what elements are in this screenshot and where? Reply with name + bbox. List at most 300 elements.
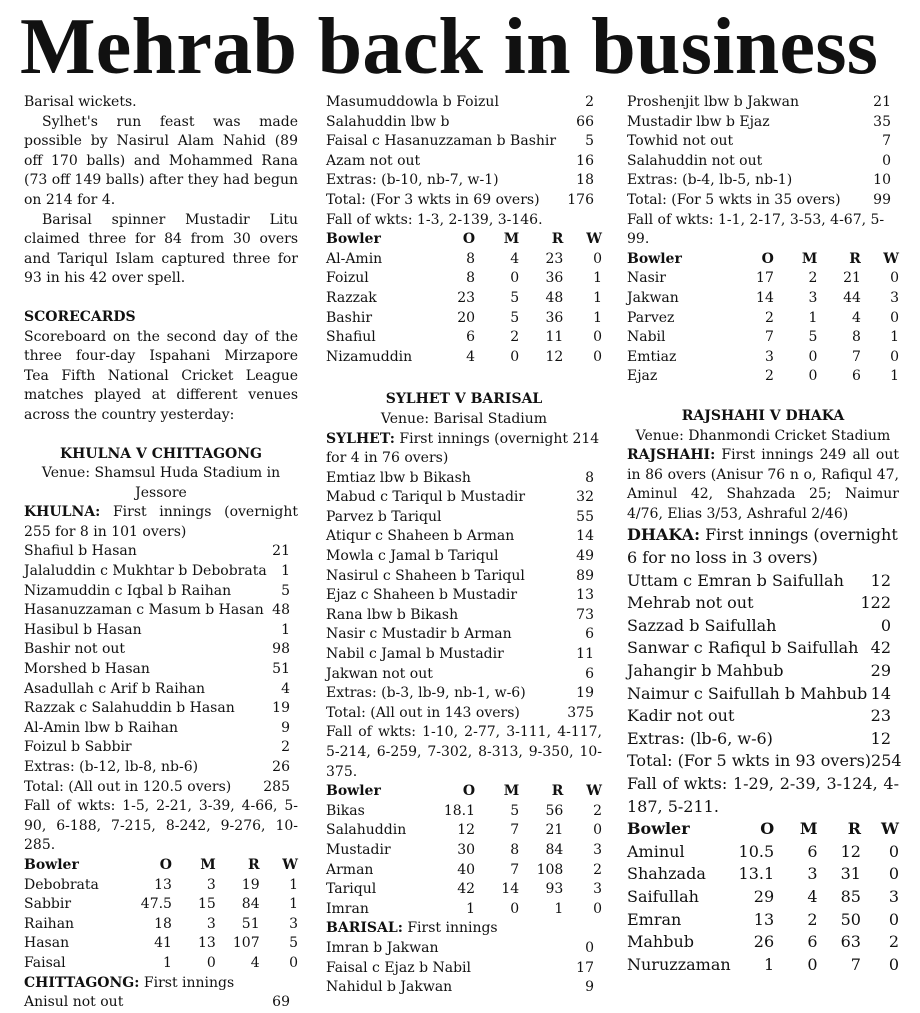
- bowling-header-cell: W: [881, 819, 899, 839]
- bowling-stat: 2: [593, 802, 602, 819]
- innings-heading: [24, 974, 298, 994]
- runs: 98: [272, 641, 290, 658]
- bowler-name: Nabil: [627, 329, 666, 346]
- bowling-stat: 1: [289, 876, 298, 893]
- bowler-name: Hasan: [24, 935, 70, 952]
- runs: 19: [576, 685, 594, 702]
- runs: 254: [871, 751, 902, 771]
- batting-row: [326, 684, 602, 704]
- bowler-name: Nizamuddin: [326, 348, 413, 365]
- innings-note: First innings: [139, 974, 235, 991]
- bowling-stat: 0: [593, 822, 602, 839]
- batting-row: [24, 542, 298, 562]
- bowling-stat: 13: [154, 876, 172, 893]
- runs: 35: [873, 113, 891, 130]
- bowling-stat: 85: [840, 886, 861, 906]
- bowling-stat: 0: [593, 900, 602, 917]
- bowling-stat: 0: [206, 954, 216, 971]
- bowling-stat: 50: [840, 909, 861, 929]
- batting-row: [326, 567, 602, 587]
- batting-row: [24, 993, 298, 1013]
- bowling-table: [326, 782, 602, 919]
- bowling-stat: 3: [888, 886, 899, 906]
- batsman: Kadir not out: [627, 706, 735, 726]
- batsman: Imran b Jakwan: [326, 939, 439, 956]
- bowling-stat: 21: [545, 822, 564, 839]
- innings-heading: [627, 524, 899, 569]
- batsman: Shafiul b Hasan: [24, 543, 137, 560]
- innings-note: First innings 249 all out in 86 overs (Anisur 76 n o, Rafiqul 47, Aminul 42, Shahzada 25; Naimur 4/76, Elias 3/53, Ashraful 2/46): [627, 447, 899, 522]
- batsman: Asadullah c Arif b Raihan: [24, 680, 206, 697]
- batsman: Razzak c Salahuddin b Hasan: [24, 700, 235, 717]
- bowling-header-cell: O: [760, 819, 775, 839]
- batsman: Total: (For 5 wkts in 35 overs): [627, 191, 841, 208]
- batting-row: [627, 705, 899, 728]
- bowling-stat: 2: [510, 329, 520, 346]
- bowling-table: [627, 250, 899, 387]
- batsman: Extras: (b-10, nb-7, w-1): [326, 172, 499, 189]
- bowling-stat: 10.5: [738, 841, 775, 861]
- batting-row: [627, 660, 899, 683]
- bowler-name: Emran: [627, 909, 682, 929]
- runs: 17: [576, 959, 594, 976]
- bowling-header: [627, 250, 899, 270]
- headline: Mehrab back in business: [20, 3, 879, 91]
- column-1: [24, 93, 298, 1013]
- bowling-stat: 0: [888, 864, 899, 884]
- innings-note: First innings (overnight 214 for 4 in 76 overs): [326, 430, 600, 467]
- batsman: Mabud c Tariqul b Mustadir: [326, 489, 526, 506]
- bowling-header: [326, 782, 602, 802]
- batting-row: [24, 640, 298, 660]
- bowling-row: [627, 348, 899, 368]
- bowling-stat: 18.1: [443, 802, 476, 819]
- fall-of-wickets: Fall of wkts: 1-5, 2-21, 3-39, 4-66, 5-90, 6-188, 7-215, 8-242, 9-276, 10-285.: [24, 798, 298, 854]
- bowling-stat: 1: [163, 954, 172, 971]
- runs: 6: [585, 626, 594, 643]
- bowler-name: Shafiul: [326, 329, 376, 346]
- bowling-table: [627, 818, 899, 976]
- match-title: KHULNA V CHITTAGONG: [60, 445, 262, 462]
- bowling-header-cell: Bowler: [326, 231, 381, 248]
- runs: 19: [272, 700, 290, 717]
- bowling-stat: 8: [466, 270, 476, 287]
- bowling-row: [326, 328, 602, 348]
- bowling-stat: 0: [510, 348, 520, 365]
- runs: 5: [281, 582, 290, 599]
- bowling-stat: 0: [888, 909, 899, 929]
- bowling-header: [627, 818, 899, 841]
- batting-list: [24, 542, 298, 797]
- bowling-stat: 7: [851, 348, 861, 365]
- bowling-stat: 30: [457, 841, 476, 858]
- bowling-stat: 12: [545, 348, 564, 365]
- bowling-stat: 0: [289, 954, 298, 971]
- batsman: Extras: (lb-6, w-6): [627, 728, 773, 748]
- runs: 23: [870, 706, 891, 726]
- runs: 16: [576, 152, 594, 169]
- bowling-stat: 107: [232, 935, 260, 952]
- bowler-name: Saifullah: [627, 886, 699, 906]
- bowling-stat: 36: [545, 270, 564, 287]
- bowling-header-cell: M: [503, 783, 520, 800]
- batsman: Rana lbw b Bikash: [326, 606, 459, 623]
- bowling-stat: 2: [807, 909, 818, 929]
- batsman: Total: (All out in 143 overs): [326, 704, 520, 721]
- batting-list: [627, 570, 902, 773]
- batsman: Mustadir lbw b Ejaz: [627, 113, 770, 130]
- bowling-header-cell: W: [883, 250, 899, 267]
- batsman: Masumuddowla b Foizul: [326, 94, 499, 110]
- bowling-stat: 15: [197, 896, 216, 913]
- batsman: Uttam c Emran b Saifullah: [627, 570, 844, 590]
- runs: 9: [281, 719, 290, 736]
- runs: 4: [281, 680, 290, 697]
- bowling-stat: 14: [501, 881, 520, 898]
- bowling-stat: 84: [545, 841, 564, 858]
- batsman: Total: (All out in 120.5 overs): [24, 778, 232, 795]
- batting-row: [326, 152, 602, 172]
- bowling-row: [326, 802, 602, 822]
- batting-row: [326, 606, 602, 626]
- lead-paragraph-3: Barisal spinner Mustadir Litu claimed three for 84 from 30 overs and Tariqul Islam captured three for 93 in his 42 over spell.: [24, 211, 298, 287]
- batsman: Mowla c Jamal b Tariqul: [326, 548, 499, 565]
- bowling-stat: 1: [554, 900, 564, 917]
- bowling-stat: 6: [466, 329, 476, 346]
- batsman: Nabil c Jamal b Mustadir: [326, 646, 504, 663]
- bowling-row: [326, 348, 602, 368]
- bowling-row: [24, 895, 298, 915]
- bowling-stat: 0: [808, 348, 818, 365]
- bowling-stat: 23: [545, 250, 564, 267]
- bowling-header-cell: W: [586, 783, 602, 800]
- bowling-header: [326, 230, 602, 250]
- bowling-stat: 8: [510, 841, 520, 858]
- scorecards-intro: Scoreboard on the second day of the three four-day Ispahani Mirzapore Tea Fifth National Cricket League matches played at different venues across the country yesterday:: [24, 328, 298, 423]
- bowling-stat: 29: [753, 886, 775, 906]
- runs: 69: [272, 994, 290, 1011]
- bowler-name: Tariqul: [326, 881, 377, 898]
- bowling-stat: 4: [510, 250, 520, 267]
- runs: 285: [263, 778, 290, 795]
- bowling-header-cell: O: [761, 250, 774, 267]
- bowling-stat: 17: [756, 270, 774, 287]
- runs: 8: [585, 469, 594, 486]
- bowling-stat: 3: [206, 915, 216, 932]
- bowling-stat: 14: [756, 289, 774, 306]
- innings-team: RAJSHAHI:: [627, 447, 716, 464]
- batting-row: [326, 191, 602, 211]
- bowling-stat: 11: [545, 329, 564, 346]
- runs: 99: [873, 191, 891, 208]
- batting-row: [326, 113, 602, 133]
- runs: 375: [567, 704, 594, 721]
- batting-row: [627, 191, 899, 211]
- batting-row: [326, 939, 602, 959]
- batsman: Nahidul b Jakwan: [326, 979, 453, 996]
- batsman: Sazzad b Saifullah: [627, 615, 777, 635]
- bowling-table: [24, 856, 298, 974]
- bowling-row: [326, 250, 602, 270]
- match-venue: Venue: Shamsul Huda Stadium in Jessore: [41, 465, 281, 501]
- batting-row: [326, 625, 602, 645]
- bowling-stat: 0: [888, 954, 899, 974]
- bowling-stat: 6: [807, 841, 818, 861]
- bowling-table: [326, 230, 602, 367]
- batsman: Mehrab not out: [627, 593, 754, 613]
- runs: 13: [576, 587, 594, 604]
- batting-row: [326, 171, 602, 191]
- innings-team: CHITTAGONG:: [24, 974, 140, 991]
- innings-team: DHAKA:: [627, 525, 700, 545]
- bowler-name: Bashir: [326, 309, 373, 326]
- bowling-stat: 4: [250, 954, 260, 971]
- batting-row: [627, 683, 899, 706]
- innings-team: SYLHET:: [326, 430, 395, 447]
- bowling-row: [627, 954, 899, 977]
- bowling-stat: 3: [593, 841, 602, 858]
- batsman: Emtiaz lbw b Bikash: [326, 469, 471, 486]
- bowling-row: [627, 367, 899, 387]
- bowling-row: [627, 309, 899, 329]
- batting-row: [326, 704, 602, 724]
- bowler-name: Aminul: [627, 841, 685, 861]
- bowling-row: [326, 880, 602, 900]
- batting-row: [627, 93, 899, 113]
- bowling-stat: 0: [593, 348, 602, 365]
- bowling-stat: 20: [457, 309, 476, 326]
- bowling-stat: 44: [843, 289, 861, 306]
- runs: 18: [576, 172, 594, 189]
- bowling-stat: 0: [807, 954, 818, 974]
- runs: 0: [880, 615, 891, 635]
- bowling-stat: 13: [197, 935, 216, 952]
- runs: 29: [870, 661, 891, 681]
- bowling-stat: 93: [545, 881, 564, 898]
- fall-of-wickets: Fall of wkts: 1-10, 2-77, 3-111, 4-117, 5-214, 6-259, 7-302, 8-313, 9-350, 10-375.: [326, 724, 602, 780]
- batting-row: [326, 469, 602, 489]
- batsman: Extras: (b-12, lb-8, nb-6): [24, 759, 199, 775]
- bowling-row: [627, 289, 899, 309]
- bowling-row: [627, 909, 899, 932]
- column-2: [326, 93, 602, 998]
- bowling-header-cell: R: [847, 819, 861, 839]
- bowling-stat: 5: [510, 802, 520, 819]
- batting-row: [627, 592, 899, 615]
- batsman: Towhid not out: [627, 133, 734, 150]
- batsman: Faisal c Ejaz b Nabil: [326, 959, 471, 976]
- bowling-stat: 5: [510, 309, 520, 326]
- batsman: Sanwar c Rafiqul b Saifullah: [627, 638, 859, 658]
- bowling-header-cell: M: [503, 231, 520, 248]
- innings-heading: [24, 503, 298, 542]
- innings-heading: [627, 446, 899, 524]
- bowling-header-cell: W: [282, 856, 298, 873]
- bowling-stat: 2: [764, 309, 774, 326]
- bowling-stat: 36: [545, 309, 564, 326]
- bowling-stat: 3: [206, 876, 216, 893]
- bowling-stat: 0: [890, 348, 899, 365]
- batting-row: [326, 978, 602, 998]
- bowling-header-cell: W: [586, 231, 602, 248]
- bowler-name: Arman: [326, 861, 374, 878]
- batsman: Extras: (b-4, lb-5, nb-1): [627, 172, 793, 189]
- batting-list: [326, 93, 602, 211]
- batsman: Hasibul b Hasan: [24, 621, 142, 638]
- bowler-name: Imran: [326, 900, 369, 917]
- innings-heading: [326, 919, 602, 939]
- batsman: Total: (For 5 wkts in 93 overs): [627, 751, 872, 771]
- lead-paragraph-2: Sylhet's run feast was made possible by Nasirul Alam Nahid (89 off 170 balls) and Mohammed Rana (73 off 149 balls) after they had begun on 214 for 4.: [24, 113, 298, 208]
- bowling-stat: 1: [763, 954, 775, 974]
- bowling-stat: 7: [510, 861, 520, 878]
- batsman: Proshenjit lbw b Jakwan: [627, 94, 800, 110]
- batting-list: [326, 469, 602, 724]
- bowling-row: [326, 900, 602, 920]
- batsman: Jakwan not out: [326, 665, 433, 682]
- batsman: Bashir not out: [24, 641, 126, 658]
- bowler-name: Debobrata: [24, 876, 99, 893]
- bowler-name: Salahuddin: [326, 822, 407, 839]
- bowling-stat: 26: [753, 932, 775, 952]
- runs: 122: [860, 593, 891, 613]
- bowling-stat: 3: [593, 881, 602, 898]
- bowling-header-cell: R: [551, 231, 564, 248]
- batsman: Total: (For 3 wkts in 69 overs): [326, 191, 540, 208]
- bowling-row: [627, 931, 899, 954]
- bowler-name: Emtiaz: [627, 348, 677, 365]
- bowling-stat: 0: [890, 270, 899, 287]
- batting-row: [24, 778, 298, 798]
- bowling-stat: 3: [289, 915, 298, 932]
- batting-row: [627, 171, 899, 191]
- batting-row: [24, 601, 298, 621]
- bowling-header-cell: Bowler: [24, 856, 79, 873]
- bowling-row: [326, 289, 602, 309]
- batting-row: [326, 488, 602, 508]
- runs: 89: [576, 567, 594, 584]
- bowling-header-cell: Bowler: [326, 783, 381, 800]
- runs: 49: [576, 548, 594, 565]
- runs: 42: [870, 638, 891, 658]
- match-venue: Venue: Dhanmondi Cricket Stadium: [635, 427, 891, 444]
- batting-row: [24, 562, 298, 582]
- runs: 2: [281, 739, 290, 756]
- batting-row: [24, 699, 298, 719]
- bowling-header-cell: M: [200, 856, 216, 873]
- runs: 0: [585, 939, 594, 956]
- bowling-stat: 12: [457, 822, 476, 839]
- scorecards-heading: SCORECARDS: [24, 308, 136, 325]
- batting-row: [24, 621, 298, 641]
- bowler-name: Razzak: [326, 289, 377, 306]
- bowling-stat: 2: [808, 270, 818, 287]
- bowler-name: Mahbub: [627, 932, 695, 952]
- batsman: Nasirul c Shaheen b Tariqul: [326, 567, 525, 584]
- bowling-row: [627, 328, 899, 348]
- batsman: Al-Amin lbw b Raihan: [24, 719, 178, 736]
- batsman: Foizul b Sabbir: [24, 739, 132, 756]
- batsman: Parvez b Tariqul: [326, 508, 442, 525]
- batting-row: [24, 680, 298, 700]
- bowling-header-cell: R: [551, 783, 564, 800]
- bowling-header-cell: M: [801, 250, 818, 267]
- batsman: Atiqur c Shaheen b Arman: [326, 528, 515, 545]
- innings-team: KHULNA:: [24, 504, 101, 521]
- bowling-row: [627, 841, 899, 864]
- bowling-stat: 6: [851, 368, 861, 385]
- bowling-stat: 1: [890, 329, 899, 346]
- runs: 11: [576, 646, 594, 663]
- bowling-stat: 5: [808, 329, 818, 346]
- batting-row: [326, 645, 602, 665]
- batting-row: [24, 738, 298, 758]
- bowling-stat: 42: [457, 881, 476, 898]
- batting-row: [326, 959, 602, 979]
- bowling-stat: 63: [840, 932, 861, 952]
- batsman: Hasanuzzaman c Masum b Hasan: [24, 602, 264, 619]
- bowling-stat: 23: [457, 289, 476, 306]
- runs: 48: [272, 602, 290, 619]
- fall-of-wickets: Fall of wkts: 1-1, 2-17, 3-53, 4-67, 5-99.: [627, 211, 885, 248]
- bowling-stat: 1: [808, 309, 818, 326]
- bowling-stat: 108: [536, 861, 564, 878]
- bowling-stat: 3: [808, 289, 818, 306]
- runs: 73: [576, 606, 594, 623]
- lead-paragraph-1: Barisal wickets.: [24, 94, 137, 110]
- batting-row: [326, 527, 602, 547]
- bowling-stat: 1: [593, 309, 602, 326]
- bowler-name: Ejaz: [627, 368, 658, 385]
- batting-row: [627, 728, 899, 751]
- bowling-stat: 4: [807, 886, 818, 906]
- bowling-stat: 21: [843, 270, 861, 287]
- batsman: Salahuddin not out: [627, 152, 763, 169]
- runs: 176: [567, 191, 594, 208]
- bowling-stat: 3: [890, 289, 899, 306]
- bowler-name: Foizul: [326, 270, 369, 287]
- batting-row: [24, 758, 298, 778]
- batsman: Nizamuddin c Iqbal b Raihan: [24, 582, 232, 599]
- bowling-row: [24, 934, 298, 954]
- bowler-name: Parvez: [627, 309, 675, 326]
- batting-row: [24, 660, 298, 680]
- bowling-stat: 47.5: [140, 896, 172, 913]
- bowling-stat: 7: [510, 822, 520, 839]
- bowler-name: Sabbir: [24, 896, 72, 913]
- bowling-stat: 0: [510, 270, 520, 287]
- bowling-row: [326, 861, 602, 881]
- batsman: Extras: (b-3, lb-9, nb-1, w-6): [326, 685, 526, 702]
- innings-team: BARISAL:: [326, 920, 403, 937]
- batting-row: [326, 93, 602, 113]
- bowler-name: Jakwan: [627, 289, 679, 306]
- bowling-stat: 3: [807, 864, 818, 884]
- batting-row: [326, 586, 602, 606]
- innings-heading: [326, 430, 602, 469]
- bowling-row: [627, 269, 899, 289]
- match-venue: Venue: Barisal Stadium: [380, 410, 548, 427]
- batsman: Naimur c Saifullah b Mahbub: [627, 683, 868, 703]
- runs: 1: [281, 621, 290, 638]
- batsman: Nasir c Mustadir b Arman: [326, 626, 512, 643]
- batting-row: [326, 508, 602, 528]
- bowling-row: [627, 863, 899, 886]
- innings-note: First innings (overnight 6 for no loss in 3 overs): [627, 525, 898, 568]
- bowling-header-cell: O: [462, 783, 476, 800]
- bowling-stat: 3: [764, 348, 774, 365]
- bowler-name: Nasir: [627, 270, 666, 287]
